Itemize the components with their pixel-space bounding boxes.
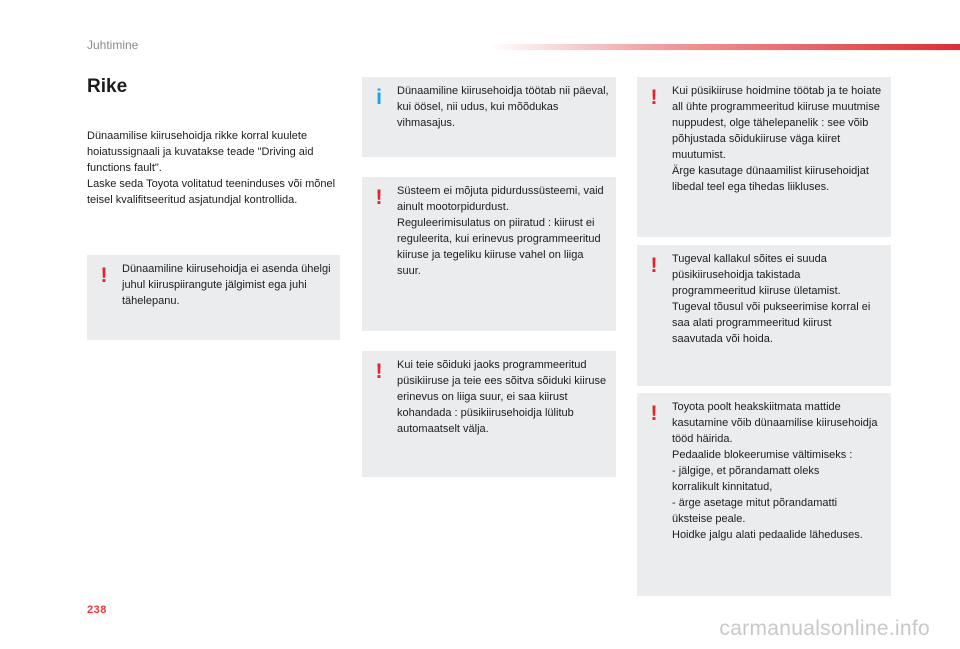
page-title: Rike: [87, 76, 128, 97]
note-mid-warning-2: [362, 351, 616, 477]
info-icon: i: [376, 86, 382, 109]
note-right-warning-2: [637, 245, 891, 386]
note-text: Toyota poolt heakskiitmata mattide kasutamine võib dünaamilise kiirusehoidja tööd häirida. Pedaalide blokeerumise vältimiseks : - jälgige, et põrandamatt oleks korralikult kinnitatud, - ärge asetage mitut põrandamatti üksteise peale. Hoidke jalgu alati pedaalide läheduses.: [672, 401, 878, 541]
note-text: Dünaamiline kiirusehoidja töötab nii päeval, kui öösel, nii udus, kui mõõdukas vihmasajus.: [397, 85, 609, 129]
note-text: Kui püsikiiruse hoidmine töötab ja te hoiate all ühte programmeeritud kiiruse muutmise nuppudest, olge tähelepanelik : see võib põhjustada sõidukiiruse väga kiiret muutumist. Ärge kasutage dünaamilist kiirusehoidjat libedal teel ega tihedas liikluses.: [672, 85, 882, 193]
warning-exclamation-icon: !: [650, 402, 658, 425]
page-number: 238: [87, 604, 107, 616]
warning-exclamation-icon: !: [650, 254, 658, 277]
note-text: Süsteem ei mõjuta pidurdussüsteemi, vaid ainult mootorpidurdust. Reguleerimisulatus on piiratud : kiirust ei reguleerita, kui erinevus programmeeritud kiiruse ja tegeliku kiiruse vahel on liiga suur.: [397, 185, 604, 277]
watermark: carmanualsonline.info: [719, 617, 930, 640]
warning-exclamation-icon: !: [100, 264, 108, 287]
note-right-warning-1: [637, 77, 891, 237]
header-accent-bar: [490, 44, 960, 50]
warning-exclamation-icon: !: [650, 86, 658, 109]
note-mid-info: [362, 77, 616, 157]
note-text: Tugeval kallakul sõites ei suuda püsikiirusehoidja takistada programmeeritud kiiruse ületamist. Tugeval tõusul või pukseerimise korral ei saa alati programmeeritud kiirust saavutada või hoida.: [672, 253, 871, 345]
note-right-warning-3: [637, 393, 891, 596]
note-text: Dünaamiline kiirusehoidja ei asenda ühelgi juhul kiiruspiirangute jälgimist ega juhi tähelepanu.: [122, 263, 331, 307]
note-left-warning: [87, 255, 340, 340]
warning-exclamation-icon: !: [375, 186, 383, 209]
section-label: Juhtimine: [87, 38, 139, 52]
warning-exclamation-icon: !: [375, 360, 383, 383]
note-mid-warning-1: [362, 177, 616, 331]
intro-paragraph: Dünaamilise kiirusehoidja rikke korral kuulete hoiatussignaali ja kuvatakse teade "Driving aid functions fault". Laske seda Toyota volitatud teeninduses või mõnel teisel kvalifitseeritud asjatundjal kontrollida.: [87, 130, 336, 206]
note-text: Kui teie sõiduki jaoks programmeeritud püsikiiruse ja teie ees sõitva sõiduki kiiruse erinevus on liiga suur, ei saa kiirust kohandada : püsikiirusehoidja lülitub automaatselt välja.: [397, 359, 607, 435]
